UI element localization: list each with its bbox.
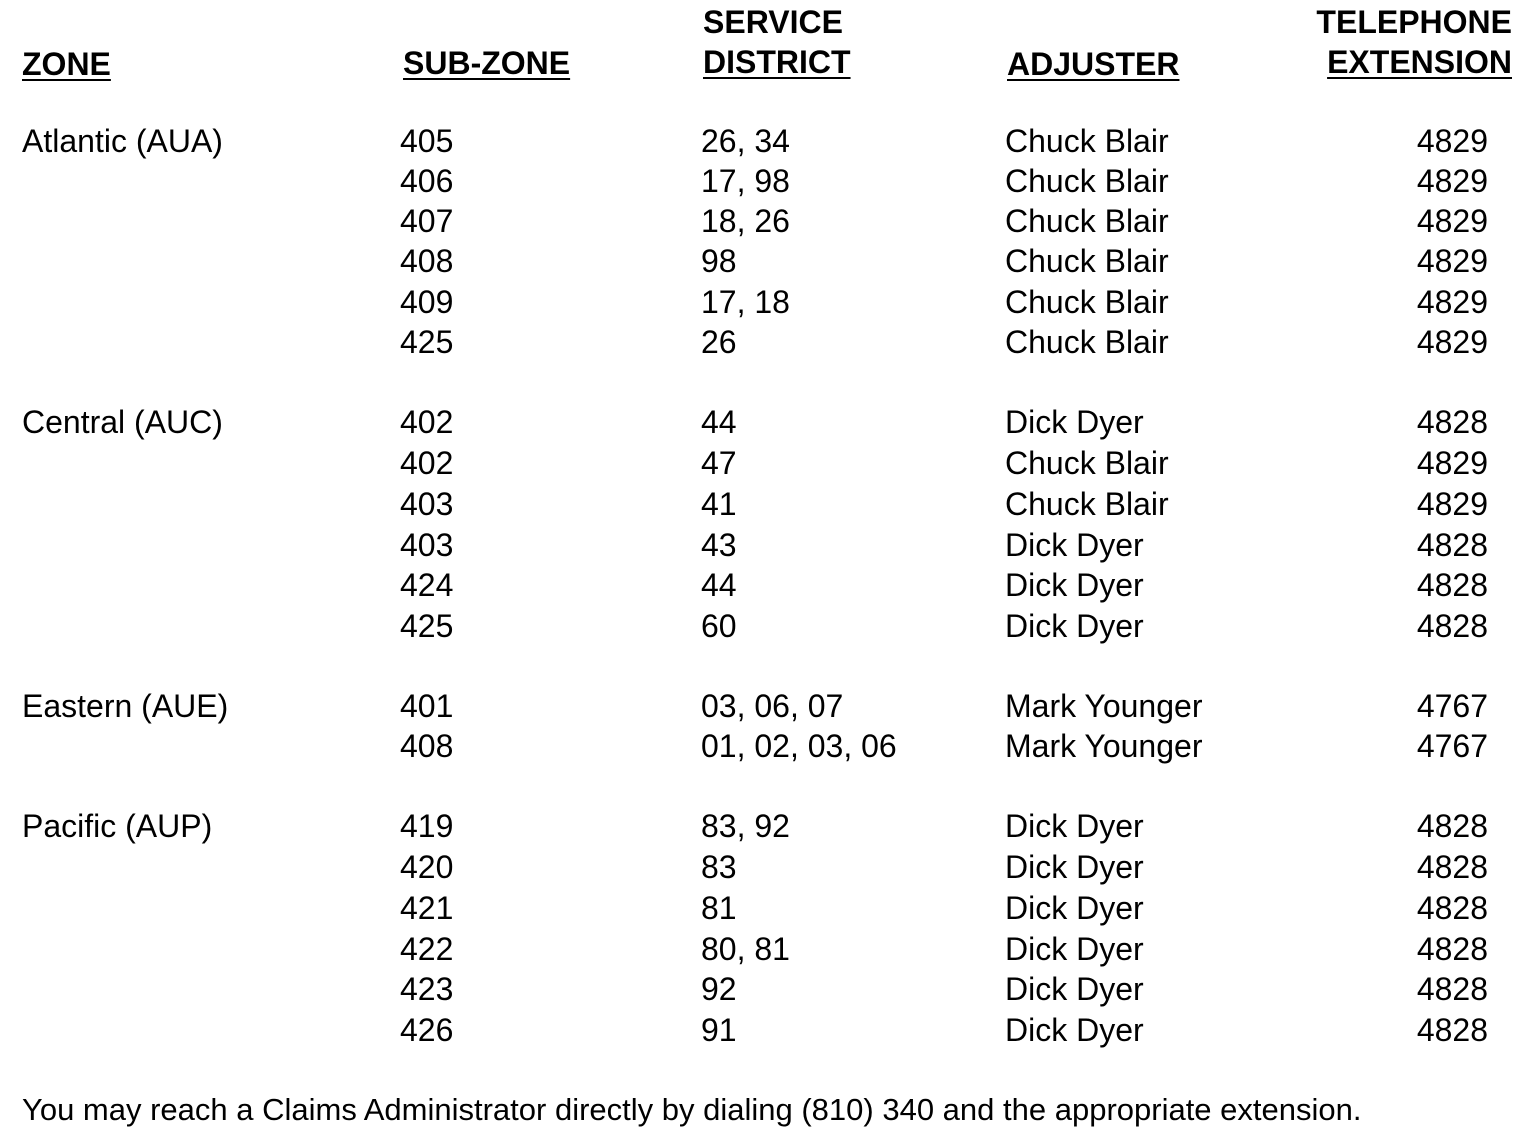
cell-ext: 4829 bbox=[1416, 203, 1488, 239]
cell-sub-zone: 425 bbox=[400, 608, 454, 644]
cell-sub-zone: 420 bbox=[400, 849, 454, 885]
cell-adjuster: Chuck Blair bbox=[1005, 486, 1169, 522]
cell-adjuster: Dick Dyer bbox=[1005, 404, 1144, 440]
cell-district: 41 bbox=[701, 486, 737, 522]
cell-district: 44 bbox=[701, 567, 737, 603]
header-sub-zone-label: SUB-ZONE bbox=[403, 45, 571, 81]
cell-zone: Atlantic (AUA) bbox=[22, 123, 223, 159]
header-service-line2: DISTRICT bbox=[703, 44, 851, 80]
cell-ext: 4828 bbox=[1416, 931, 1488, 967]
cell-sub-zone: 407 bbox=[400, 203, 454, 239]
cell-adjuster: Dick Dyer bbox=[1005, 931, 1144, 967]
cell-ext: 4828 bbox=[1416, 527, 1488, 563]
cell-adjuster: Mark Younger bbox=[1005, 728, 1203, 764]
cell-ext: 4829 bbox=[1416, 445, 1488, 481]
cell-ext: 4828 bbox=[1416, 890, 1488, 926]
cell-district: 80, 81 bbox=[701, 931, 790, 967]
cell-sub-zone: 421 bbox=[400, 890, 454, 926]
cell-adjuster: Dick Dyer bbox=[1005, 527, 1144, 563]
cell-adjuster: Mark Younger bbox=[1005, 688, 1203, 724]
cell-sub-zone: 409 bbox=[400, 284, 454, 320]
cell-district: 26, 34 bbox=[701, 123, 790, 159]
cell-district: 18, 26 bbox=[701, 203, 790, 239]
cell-sub-zone: 403 bbox=[400, 486, 454, 522]
cell-ext: 4828 bbox=[1416, 1012, 1488, 1048]
cell-adjuster: Chuck Blair bbox=[1005, 243, 1169, 279]
cell-adjuster: Dick Dyer bbox=[1005, 608, 1144, 644]
cell-district: 92 bbox=[701, 971, 737, 1007]
cell-sub-zone: 422 bbox=[400, 931, 454, 967]
cell-ext: 4829 bbox=[1416, 243, 1488, 279]
cell-ext: 4828 bbox=[1416, 808, 1488, 844]
cell-adjuster: Chuck Blair bbox=[1005, 203, 1169, 239]
cell-sub-zone: 403 bbox=[400, 527, 454, 563]
cell-district: 17, 18 bbox=[701, 284, 790, 320]
cell-sub-zone: 408 bbox=[400, 243, 454, 279]
cell-adjuster: Chuck Blair bbox=[1005, 324, 1169, 360]
header-zone-label: ZONE bbox=[22, 46, 111, 82]
cell-zone: Pacific (AUP) bbox=[22, 808, 213, 844]
cell-ext: 4829 bbox=[1416, 163, 1488, 199]
header-service-district bbox=[703, 2, 851, 82]
cell-ext: 4828 bbox=[1416, 849, 1488, 885]
cell-ext: 4828 bbox=[1416, 971, 1488, 1007]
header-sub-zone bbox=[403, 43, 570, 83]
cell-ext: 4828 bbox=[1416, 404, 1488, 440]
cell-sub-zone: 402 bbox=[400, 404, 454, 440]
cell-adjuster: Dick Dyer bbox=[1005, 1012, 1144, 1048]
cell-adjuster: Dick Dyer bbox=[1005, 971, 1144, 1007]
footer-note: You may reach a Claims Administrator directly by dialing (810) 340 and the appropriate extension. bbox=[22, 1092, 1362, 1127]
cell-ext: 4829 bbox=[1416, 284, 1488, 320]
cell-sub-zone: 423 bbox=[400, 971, 454, 1007]
cell-sub-zone: 402 bbox=[400, 445, 454, 481]
cell-district: 44 bbox=[701, 404, 737, 440]
cell-ext: 4767 bbox=[1416, 728, 1488, 764]
cell-sub-zone: 426 bbox=[400, 1012, 454, 1048]
header-telephone-line1: TELEPHONE bbox=[1316, 4, 1512, 40]
cell-district: 60 bbox=[701, 608, 737, 644]
cell-ext: 4829 bbox=[1416, 123, 1488, 159]
header-adjuster-label: ADJUSTER bbox=[1007, 46, 1180, 82]
cell-sub-zone: 419 bbox=[400, 808, 454, 844]
cell-adjuster: Chuck Blair bbox=[1005, 123, 1169, 159]
cell-district: 01, 02, 03, 06 bbox=[701, 728, 897, 764]
header-zone bbox=[22, 44, 111, 84]
cell-district: 81 bbox=[701, 890, 737, 926]
header-telephone-line2: EXTENSION bbox=[1327, 44, 1512, 80]
cell-district: 91 bbox=[701, 1012, 737, 1048]
cell-ext: 4829 bbox=[1416, 486, 1488, 522]
cell-sub-zone: 425 bbox=[400, 324, 454, 360]
header-service-line1: SERVICE bbox=[703, 4, 843, 40]
cell-adjuster: Dick Dyer bbox=[1005, 890, 1144, 926]
cell-adjuster: Chuck Blair bbox=[1005, 445, 1169, 481]
cell-district: 83, 92 bbox=[701, 808, 790, 844]
cell-sub-zone: 424 bbox=[400, 567, 454, 603]
cell-district: 43 bbox=[701, 527, 737, 563]
cell-sub-zone: 405 bbox=[400, 123, 454, 159]
cell-ext: 4767 bbox=[1416, 688, 1488, 724]
header-adjuster bbox=[1007, 44, 1179, 84]
cell-adjuster: Chuck Blair bbox=[1005, 284, 1169, 320]
header-telephone-extension bbox=[1306, 2, 1512, 82]
cell-zone: Eastern (AUE) bbox=[22, 688, 229, 724]
cell-district: 17, 98 bbox=[701, 163, 790, 199]
cell-sub-zone: 408 bbox=[400, 728, 454, 764]
cell-district: 03, 06, 07 bbox=[701, 688, 844, 724]
cell-ext: 4828 bbox=[1416, 567, 1488, 603]
cell-zone: Central (AUC) bbox=[22, 404, 223, 440]
cell-sub-zone: 401 bbox=[400, 688, 454, 724]
cell-district: 26 bbox=[701, 324, 737, 360]
cell-sub-zone: 406 bbox=[400, 163, 454, 199]
cell-ext: 4828 bbox=[1416, 608, 1488, 644]
cell-adjuster: Dick Dyer bbox=[1005, 808, 1144, 844]
cell-adjuster: Chuck Blair bbox=[1005, 163, 1169, 199]
cell-district: 47 bbox=[701, 445, 737, 481]
cell-district: 83 bbox=[701, 849, 737, 885]
cell-district: 98 bbox=[701, 243, 737, 279]
cell-adjuster: Dick Dyer bbox=[1005, 849, 1144, 885]
cell-adjuster: Dick Dyer bbox=[1005, 567, 1144, 603]
cell-ext: 4829 bbox=[1416, 324, 1488, 360]
